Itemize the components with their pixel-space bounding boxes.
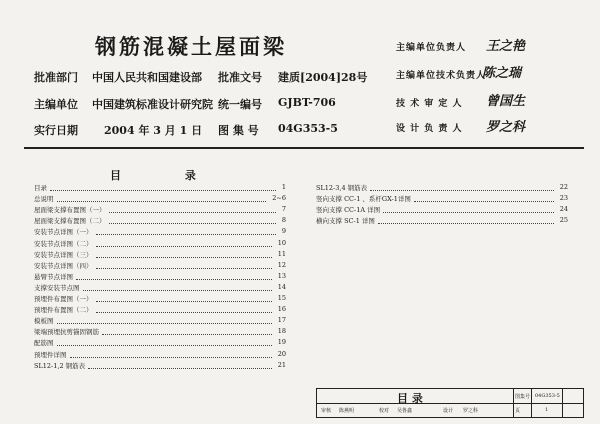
toc-leader <box>383 212 554 213</box>
toc-leader <box>57 201 266 202</box>
toc-entry-name: 屋面梁支撑布置图（二） <box>34 217 106 226</box>
toc-entry-name: 预埋件布置图（一） <box>34 295 93 303</box>
signature-designer: 罗之科 <box>486 120 526 135</box>
toc-leader <box>414 201 554 202</box>
toc-entry-page: 20 <box>277 349 286 358</box>
signature-chief-tech: 陈之瑞 <box>482 66 522 81</box>
signature-role-chief-tech: 主编单位技术负责人 <box>396 71 487 81</box>
toc-entry-name: 预埋件布置图（二） <box>34 306 93 315</box>
meta-value-approval-no: 建质[2004]28号 <box>278 71 368 84</box>
meta-value-editor: 中国建筑标准设计研究院 <box>92 98 213 111</box>
title-block-atlas-no: 04G353-5 <box>535 393 560 399</box>
toc-entry <box>316 183 568 193</box>
toc-leader <box>57 323 272 324</box>
title-block-reviewer: 陈燕明 <box>339 408 355 414</box>
toc-entry-name: 竖向支撑 CC-1A 详图 <box>316 206 381 215</box>
toc-entry-page: 12 <box>277 260 286 269</box>
toc-entry-name: SL12-3,4 钢筋表 <box>316 184 368 192</box>
meta-label-approval-dept: 批准部门 <box>34 71 78 84</box>
toc-entry-page: 21 <box>277 360 286 369</box>
toc-leader <box>76 279 272 280</box>
toc-leader <box>96 234 276 235</box>
toc-entry <box>34 283 286 293</box>
title-block <box>316 388 584 418</box>
title-block-checker: 吴鲁鑫 <box>397 408 413 414</box>
page-title: 钢筋混凝土屋面梁 <box>95 34 287 59</box>
toc-leader <box>96 268 272 269</box>
toc-leader <box>96 257 272 258</box>
toc-entry-page: 23 <box>559 194 568 203</box>
meta-label-atlas-no: 图 集 号 <box>218 124 259 137</box>
meta-value-atlas-no: 04G353-5 <box>278 122 338 135</box>
signature-role-designer: 设 计 负 责 人 <box>396 124 463 134</box>
toc-entry <box>34 338 286 348</box>
toc-entry-page: 18 <box>277 327 286 336</box>
toc-entry <box>34 350 286 360</box>
toc-entry-page: 7 <box>281 205 286 214</box>
toc-entry <box>34 205 286 215</box>
toc-entry-name: 梁端预埋抗剪锚固钢筋 <box>34 328 99 337</box>
title-block-page-label: 页 <box>515 408 521 414</box>
title-block-design-label: 设计 <box>443 408 454 414</box>
toc-leader <box>83 290 272 291</box>
toc-entry-name: 安装节点详图（四） <box>34 261 93 270</box>
title-block-page-no: 1 <box>545 407 549 413</box>
toc-leader <box>96 312 272 313</box>
toc-entry-name: 模板图 <box>34 317 54 326</box>
toc-entry-name: 支撑安装节点图 <box>34 283 80 292</box>
toc-entry <box>34 216 286 226</box>
title-block-review-label: 审核 <box>321 408 332 414</box>
meta-value-approval-dept: 中国人民共和国建设部 <box>92 71 202 84</box>
toc-entry-name: 竖向支撑 CC-1 、系杆GX-1详图 <box>316 195 411 204</box>
toc-leader <box>109 212 276 213</box>
toc-entry-page: 22 <box>559 183 568 191</box>
toc-leader <box>96 301 272 302</box>
toc-entry-name: 安装节点详图（二） <box>34 239 93 248</box>
toc-entry-page: 16 <box>277 305 286 314</box>
toc-entry-page: 8 <box>281 216 286 225</box>
toc-entry <box>34 316 286 326</box>
toc-entry-page: 14 <box>277 282 286 291</box>
toc-entry-page: 10 <box>277 238 286 247</box>
toc-entry <box>316 205 568 215</box>
toc-entry-page: 1 <box>281 183 286 191</box>
signature-chief-unit: 王之艳 <box>486 39 526 54</box>
toc-entry <box>34 294 286 304</box>
title-block-designer: 罗之科 <box>463 408 479 414</box>
meta-label-effective-date: 实行日期 <box>34 124 78 137</box>
toc-entry-name: 悬臂节点详图 <box>34 272 73 281</box>
toc-entry <box>34 327 286 337</box>
toc-entry <box>34 227 286 237</box>
toc-entry <box>316 194 568 204</box>
toc-entry <box>34 261 286 271</box>
header-divider <box>24 147 584 149</box>
toc-entry-page: 15 <box>277 294 286 302</box>
toc-leader <box>96 246 272 247</box>
meta-value-effective-date: 2004 年 3 月 1 日 <box>104 124 203 137</box>
toc-entry-page: 9 <box>281 227 286 236</box>
toc-leader <box>50 190 276 191</box>
toc-entry-page: 13 <box>277 271 286 280</box>
toc-entry-page: 2~6 <box>272 194 286 203</box>
toc-entry-page: 17 <box>277 316 286 325</box>
toc-entry-name: 安装节点详图（三） <box>34 250 93 259</box>
meta-label-editor: 主编单位 <box>34 98 78 111</box>
toc-leader <box>70 357 272 358</box>
toc-entry <box>34 250 286 260</box>
toc-entry-name: 预埋件详图 <box>34 350 67 359</box>
title-block-check-label: 校对 <box>379 408 390 414</box>
toc-entry-name: 屋面梁支撑布置图（一） <box>34 206 106 215</box>
toc-entry <box>34 183 286 193</box>
toc-entry-page: 24 <box>559 205 568 214</box>
toc-entry <box>34 239 286 249</box>
toc-entry-page: 25 <box>559 216 568 225</box>
toc-entry-page: 19 <box>277 338 286 347</box>
toc-entry <box>34 361 286 371</box>
meta-label-unified-no: 统一编号 <box>218 98 262 111</box>
toc-entry <box>34 272 286 282</box>
toc-entry-page: 11 <box>277 249 286 258</box>
toc-leader <box>109 223 276 224</box>
title-block-title: 目 录 <box>397 392 423 405</box>
toc-leader <box>370 190 554 191</box>
signature-role-chief-unit: 主编单位负责人 <box>396 43 467 53</box>
toc-entry-name: SL12-1,2 钢筋表 <box>34 361 86 370</box>
signature-role-reviewer: 技 术 审 定 人 <box>396 99 463 109</box>
title-block-atlas-label: 图集号 <box>515 394 531 400</box>
toc-entry <box>34 305 286 315</box>
toc-leader <box>102 334 272 335</box>
toc-leader <box>378 223 554 224</box>
toc-entry <box>34 194 286 204</box>
toc-leader <box>88 368 272 369</box>
toc-entry-name: 横向支撑 SC-1 详图 <box>316 217 375 226</box>
toc-entry-name: 配筋图 <box>34 339 54 348</box>
meta-value-unified-no: GJBT-706 <box>278 96 336 109</box>
toc-title: 目 录 <box>110 169 226 182</box>
meta-label-approval-no: 批准文号 <box>218 71 262 84</box>
signature-reviewer: 曾国生 <box>486 94 526 109</box>
toc-entry <box>316 216 568 226</box>
toc-leader <box>57 345 272 346</box>
toc-entry-name: 目录 <box>34 184 47 192</box>
toc-entry-name: 总说明 <box>34 195 54 204</box>
toc-entry-name: 安装节点详图（一） <box>34 228 93 237</box>
